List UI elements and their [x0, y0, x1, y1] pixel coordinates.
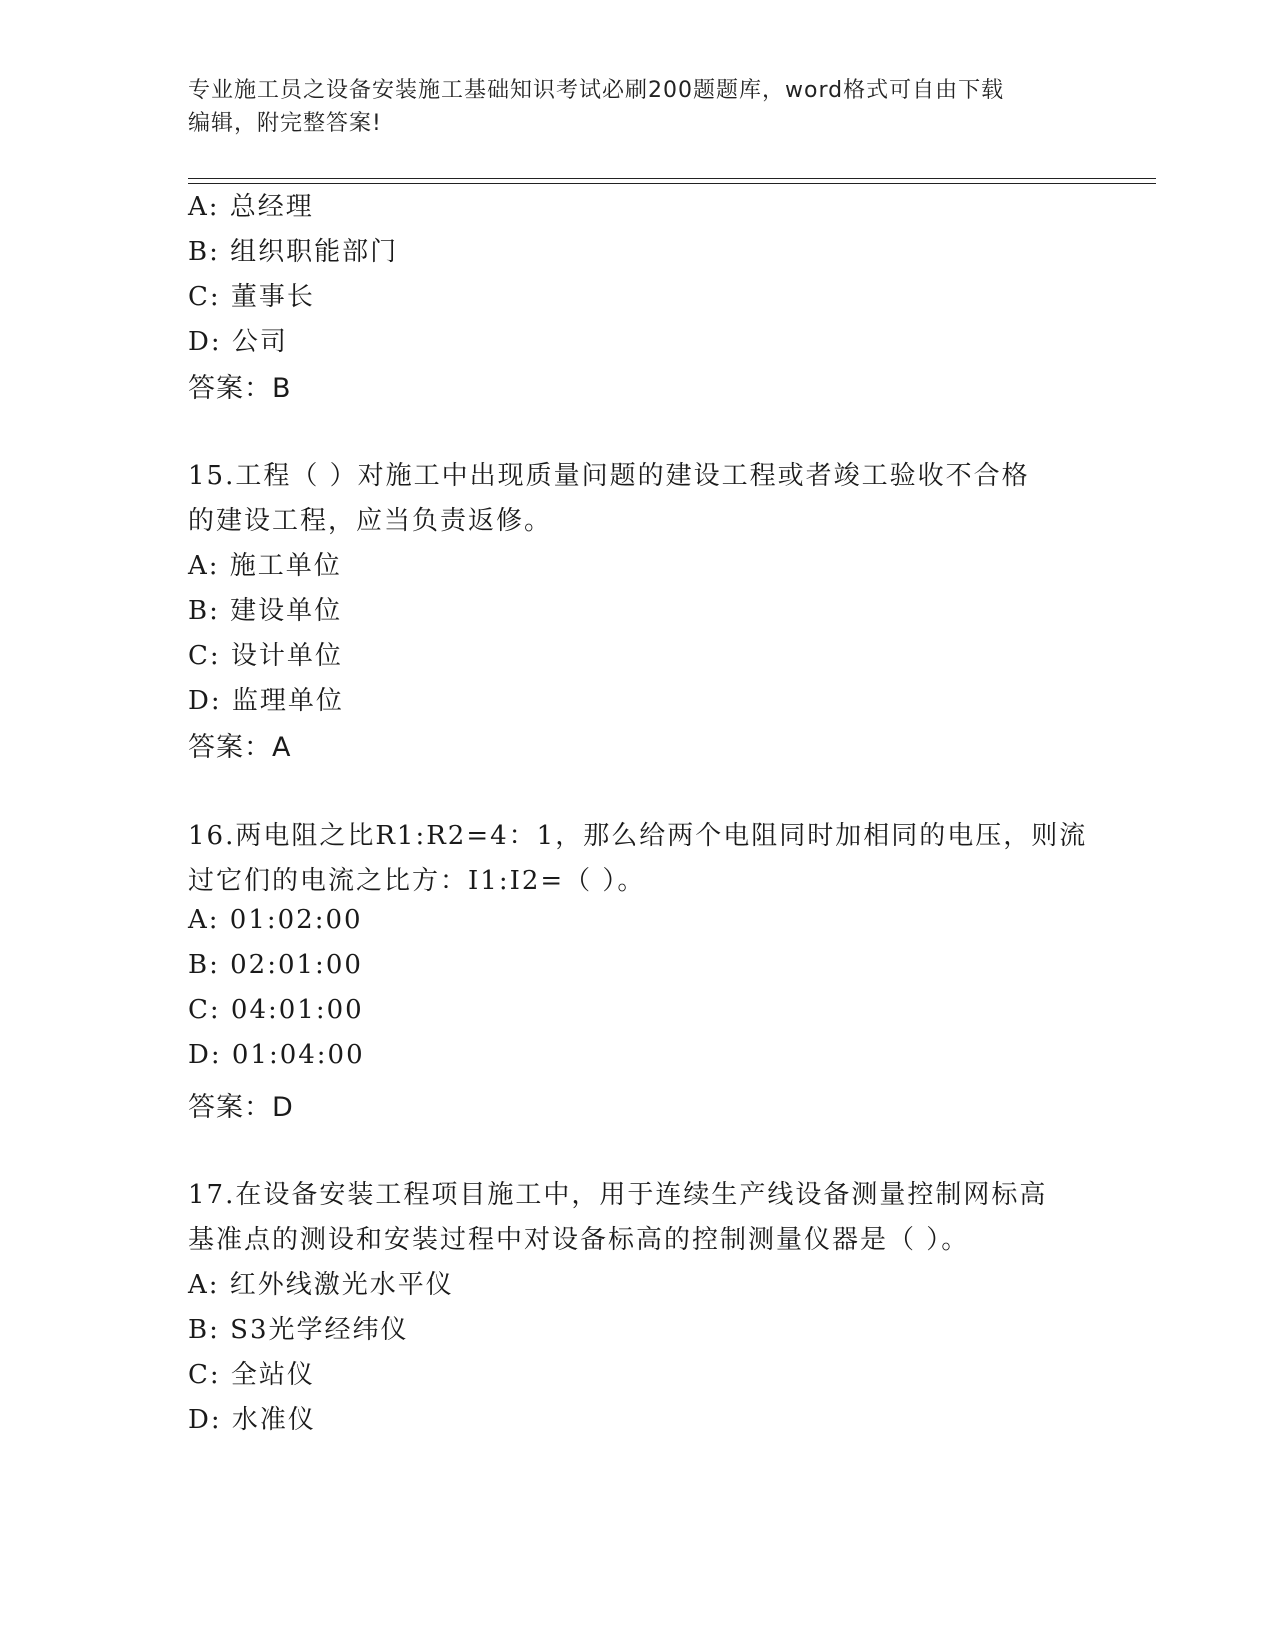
- q17-stem-line-2: 基准点的测设和安装过程中对设备标高的控制测量仪器是（ ）。: [188, 1225, 970, 1255]
- q15-answer: 答案：A: [188, 732, 292, 763]
- header-title-line-1: 专业施工员之设备安装施工基础知识考试必刷200题题库，word格式可自由下载: [188, 78, 1005, 103]
- header-divider-top: [188, 178, 1156, 179]
- q17-option-b: B: S3光学经纬仪: [188, 1315, 409, 1345]
- q16-option-b: B: 02:01:00: [188, 950, 363, 980]
- q14-option-c: C: 董事长: [188, 282, 315, 312]
- q15-stem-line-2: 的建设工程，应当负责返修。: [188, 506, 553, 536]
- q16-stem-line-1: 16.两电阻之比R1:R2=4：1，那么给两个电阻同时加相同的电压，则流: [188, 821, 1088, 851]
- document-header: [188, 74, 1068, 140]
- q16-answer: 答案：D: [188, 1092, 294, 1123]
- q14-option-a: A: 总经理: [188, 192, 314, 222]
- q16-stem-line-2: 过它们的电流之比方：I1:I2=（ ）。: [188, 866, 646, 896]
- q17-option-d: D: 水准仪: [188, 1405, 316, 1435]
- q17-stem-line-1: 17.在设备安装工程项目施工中，用于连续生产线设备测量控制网标高: [188, 1180, 1048, 1210]
- q14-option-d: D: 公司: [188, 327, 288, 357]
- q14-option-b: B: 组织职能部门: [188, 237, 399, 267]
- q15-stem-line-1: 15.工程（ ）对施工中出现质量问题的建设工程或者竣工验收不合格: [188, 461, 1030, 491]
- q15-option-c: C: 设计单位: [188, 641, 343, 671]
- q14-answer: 答案：B: [188, 373, 292, 404]
- q16-option-a: A: 01:02:00: [188, 905, 363, 935]
- q15-option-a: A: 施工单位: [188, 551, 342, 581]
- q17-option-c: C: 全站仪: [188, 1360, 315, 1390]
- header-title-line-2: 编辑，附完整答案!: [188, 111, 382, 136]
- q17-option-a: A: 红外线激光水平仪: [188, 1270, 454, 1300]
- header-divider-bottom: [188, 183, 1156, 184]
- q16-option-c: C: 04:01:00: [188, 995, 364, 1025]
- q15-option-d: D: 监理单位: [188, 686, 344, 716]
- q15-option-b: B: 建设单位: [188, 596, 343, 626]
- q16-option-d: D: 01:04:00: [188, 1040, 365, 1070]
